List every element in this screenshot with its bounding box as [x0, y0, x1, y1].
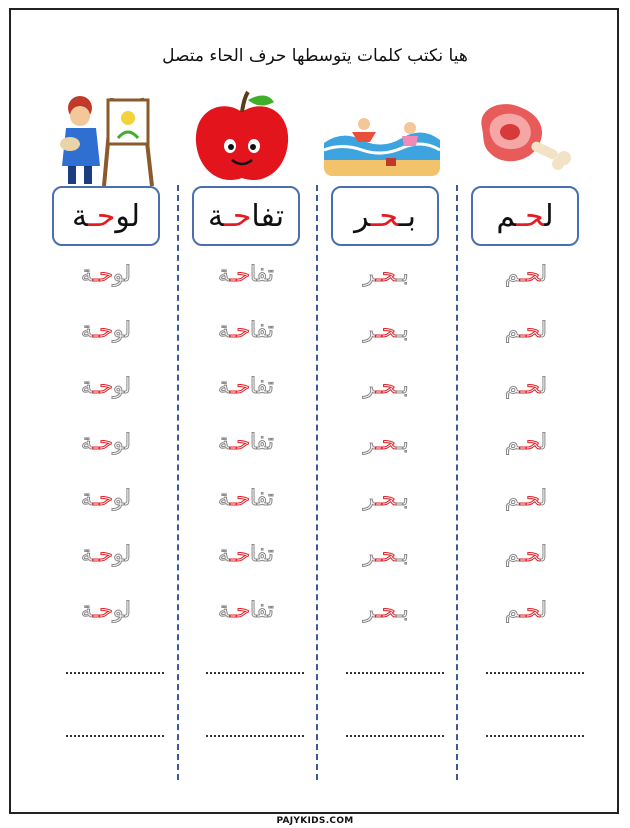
- trace-word: تفاحـة: [218, 598, 274, 623]
- column-divider: [456, 185, 458, 780]
- trace-word: تفاحـة: [218, 374, 274, 399]
- trace-word: لحـم: [504, 542, 547, 567]
- trace-word: بـحـر: [363, 486, 409, 511]
- meat-icon: [462, 88, 582, 188]
- trace-word: لوحـة: [81, 598, 131, 623]
- trace-word: لحـم: [504, 374, 547, 399]
- trace-word: لوحـة: [81, 262, 131, 287]
- trace-word: لحـم: [504, 318, 547, 343]
- trace-word: لوحـة: [81, 318, 131, 343]
- trace-word: تفاحـة: [218, 262, 274, 287]
- writing-line: [346, 735, 444, 737]
- trace-word: تفاحـة: [218, 318, 274, 343]
- word-card-tuffaha: تفاحـة: [192, 186, 300, 246]
- word-card-lahm: لحـم: [471, 186, 579, 246]
- writing-line: [66, 735, 164, 737]
- trace-word: بـحـر: [363, 430, 409, 455]
- word-card-bahr: بـحـر: [331, 186, 439, 246]
- trace-word: بـحـر: [363, 318, 409, 343]
- writing-line: [66, 672, 164, 674]
- writing-line: [206, 735, 304, 737]
- writing-line: [486, 735, 584, 737]
- trace-word: لوحـة: [81, 486, 131, 511]
- apple-icon: [182, 88, 302, 188]
- trace-word: تفاحـة: [218, 542, 274, 567]
- trace-word: لحـم: [504, 430, 547, 455]
- trace-word: تفاحـة: [218, 486, 274, 511]
- site-name: PAJYKIDS.COM: [268, 816, 361, 826]
- trace-word: لوحـة: [81, 430, 131, 455]
- trace-word: بـحـر: [363, 598, 409, 623]
- trace-word: بـحـر: [363, 262, 409, 287]
- trace-word: لحـم: [504, 262, 547, 287]
- trace-word: لحـم: [504, 598, 547, 623]
- writing-line: [206, 672, 304, 674]
- trace-word: لوحـة: [81, 374, 131, 399]
- column-divider: [316, 185, 318, 780]
- page-title: هيا نكتب كلمات يتوسطها حرف الحاء متصل: [162, 46, 468, 66]
- trace-word: بـحـر: [363, 542, 409, 567]
- writing-line: [346, 672, 444, 674]
- trace-word: لحـم: [504, 486, 547, 511]
- column-divider: [177, 185, 179, 780]
- footer: [0, 808, 630, 827]
- trace-word: بـحـر: [363, 374, 409, 399]
- writing-line: [486, 672, 584, 674]
- trace-word: تفاحـة: [218, 430, 274, 455]
- painter-icon: [42, 88, 162, 188]
- beach-icon: [322, 88, 442, 188]
- word-card-lawha: لوحـة: [52, 186, 160, 246]
- trace-word: لوحـة: [81, 542, 131, 567]
